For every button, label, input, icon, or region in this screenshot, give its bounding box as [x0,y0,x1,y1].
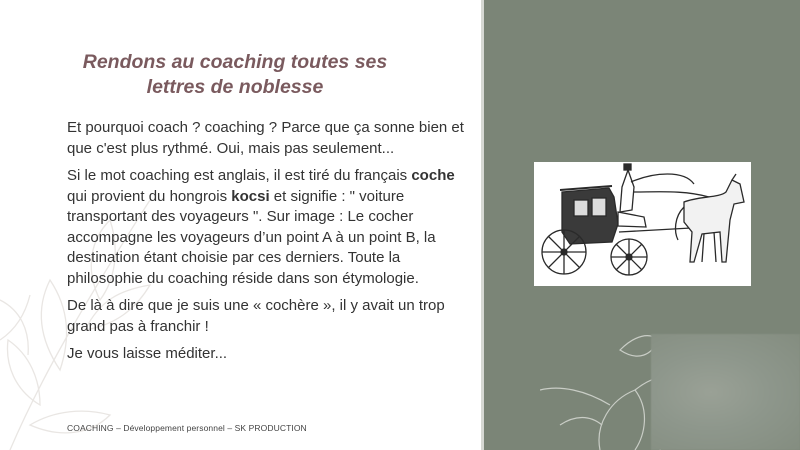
title-line-1: Rendons au coaching toutes ses [82,51,388,73]
word-coche: coche [411,167,455,184]
blurred-image [651,334,800,450]
word-kocsi: kocsi [231,187,270,205]
paragraph-2-text-b: qui provient du hongrois [67,187,232,205]
paragraph-3: De là à dire que je suis une « cochère », il y avait un trop grand pas à franchir ! [67,297,445,335]
paragraph-4: Je vous laisse méditer... [67,345,228,362]
carriage-image [534,162,751,286]
paragraph-2-text-c: et signifie : " voiture transportant des voyageurs ". Sur image : Le cocher accompagne les voyageurs d’un point A à un point B, la destination étant choisie par ces derniers. Toute la philosophie du coaching réside dans son étymologie. [67,187,436,287]
slide-title [40,50,430,100]
paragraph-2 [67,166,467,289]
horse-carriage-icon [534,162,751,286]
paragraph-2-text-a: Si le mot coaching est anglais, il est tiré du français [67,167,412,184]
slide-footer: COACHING – Développement personnel – SK PRODUCTION [67,423,307,433]
paragraph-1: Et pourquoi coach ? coaching ? Parce que ça sonne bien et que c'est plus rythmé. Oui, mais pas seulement... [67,119,464,157]
slide-body [67,118,467,372]
title-line-2: lettres de noblesse [146,76,324,98]
